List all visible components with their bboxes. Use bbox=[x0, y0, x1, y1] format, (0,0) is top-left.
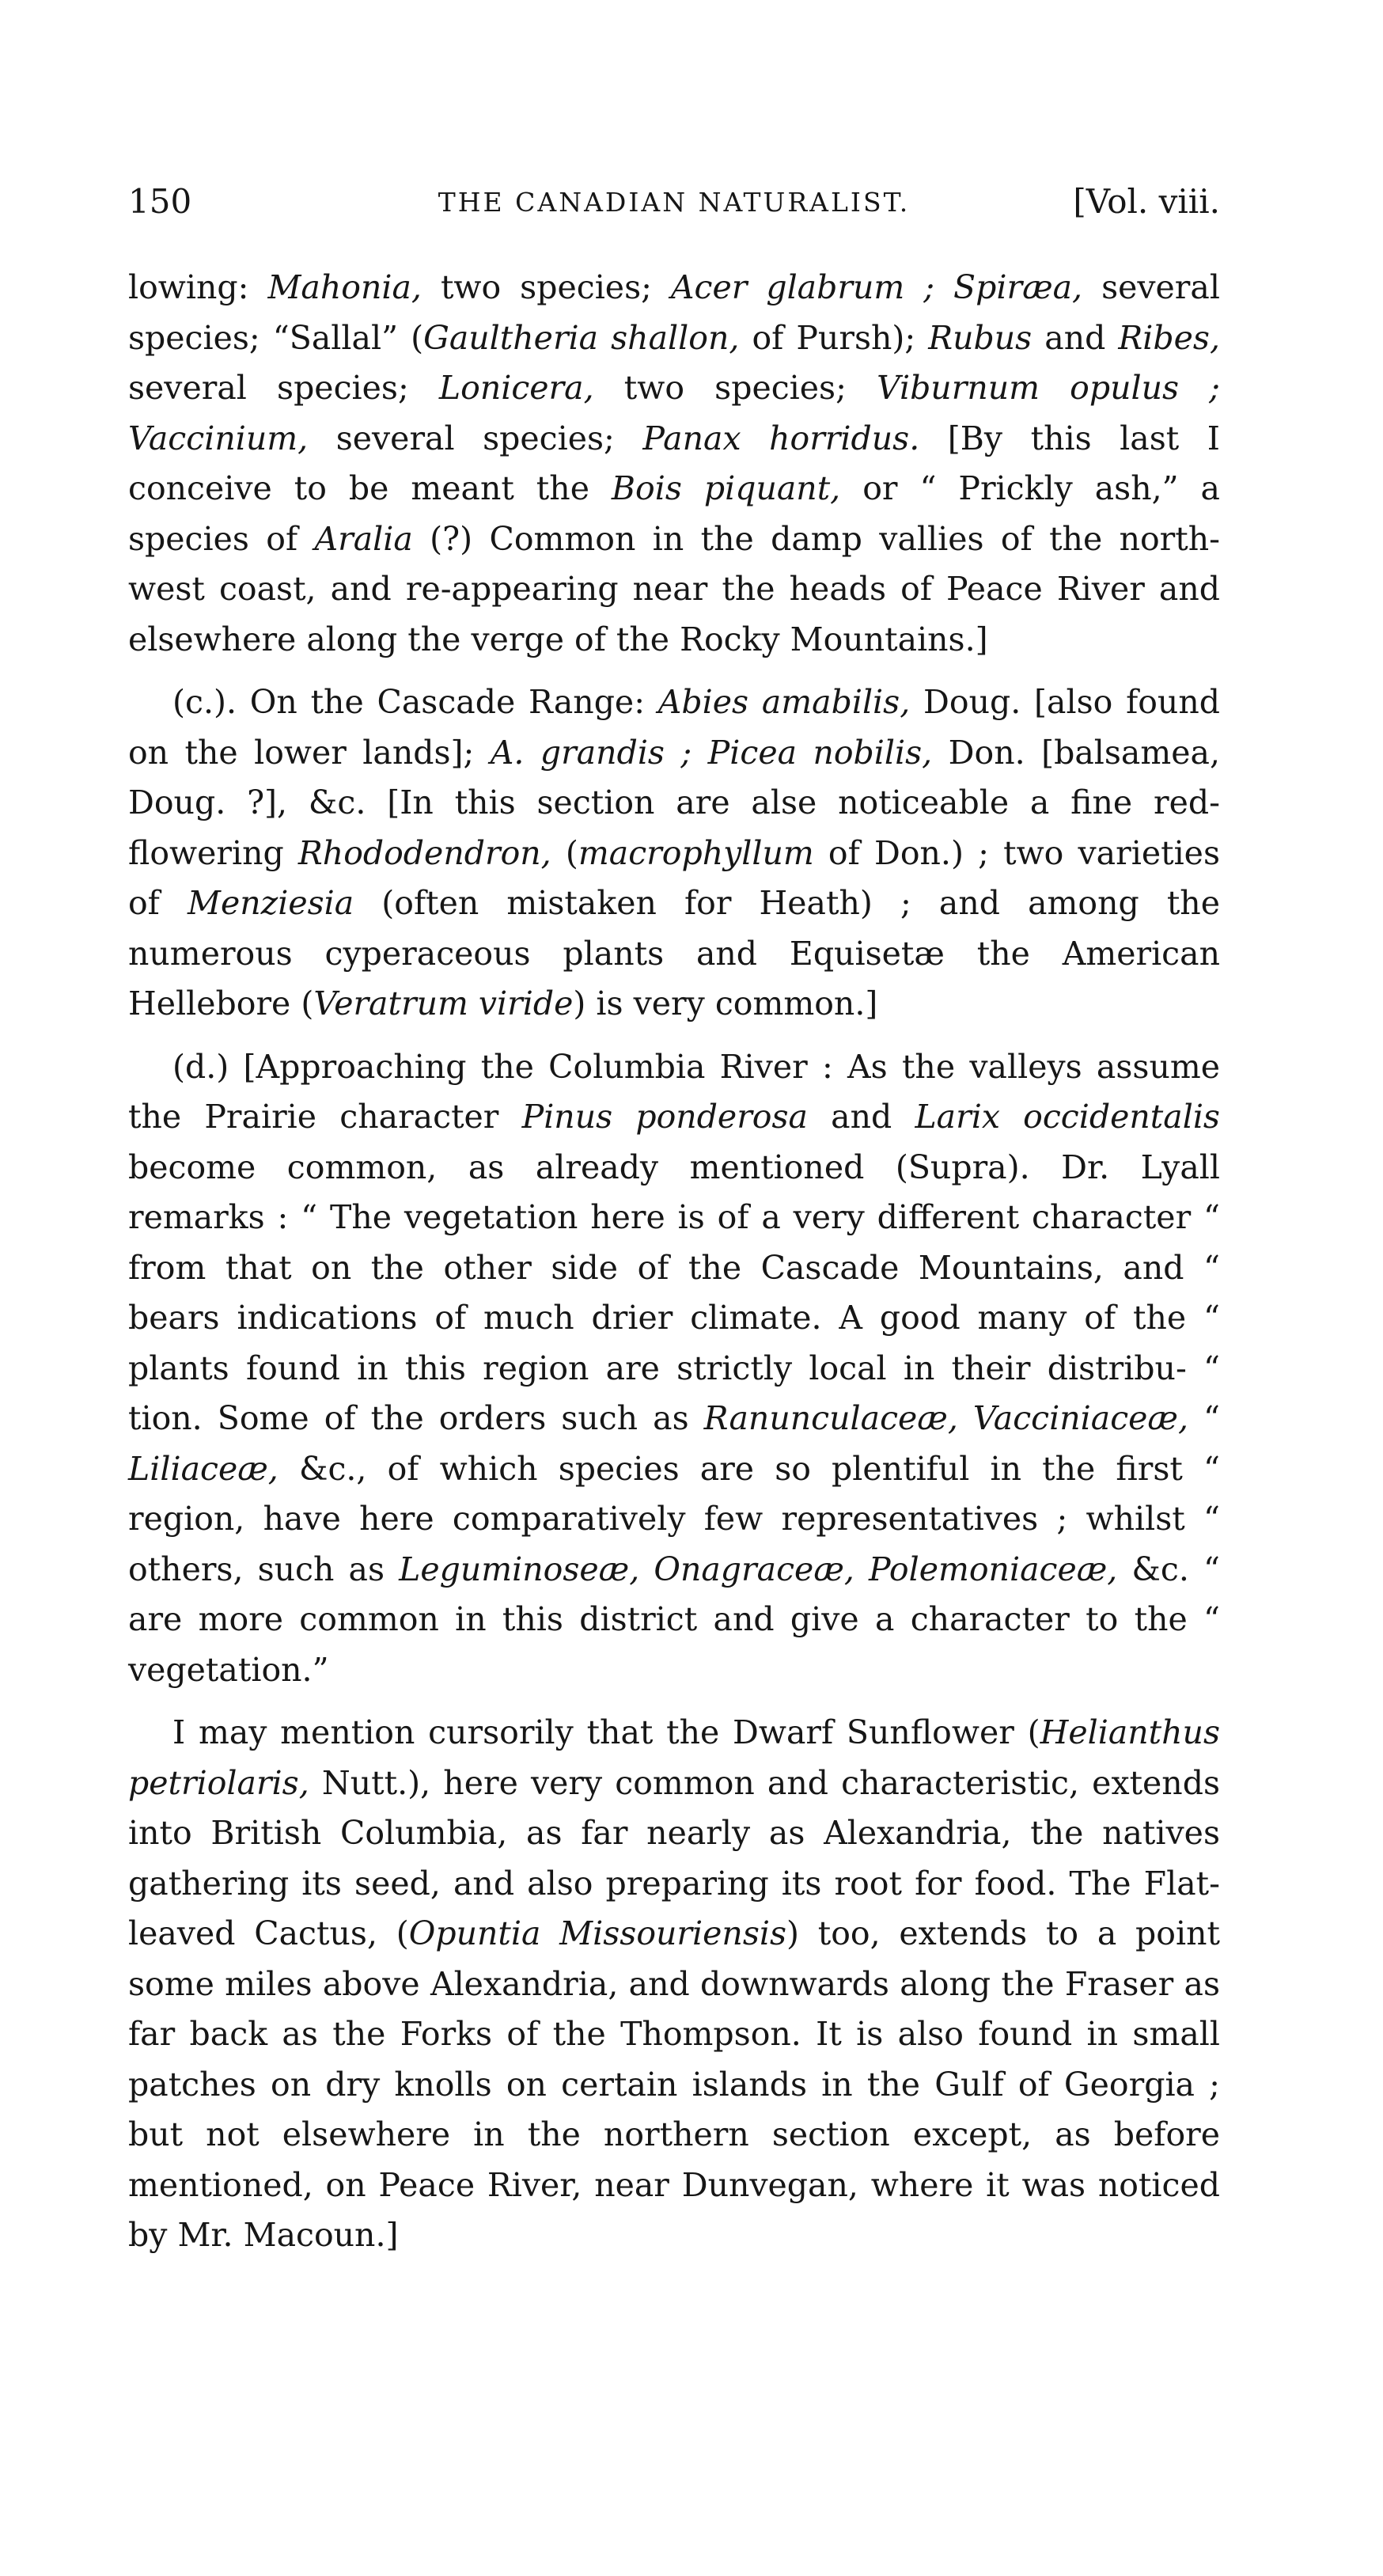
text-run: (d.) [Approaching the Columbia River : As the valleys assume the Prairie character bbox=[128, 1047, 1220, 1136]
running-title: THE CANADIAN NATURALIST. bbox=[438, 187, 911, 218]
text-run: ) is very common.] bbox=[573, 984, 878, 1022]
italic-run: Aralia bbox=[314, 519, 413, 558]
italic-run: Mahonia, bbox=[267, 268, 422, 306]
text-run: Nutt.), here very common and characteristic, extends into British Columbia, as far nearly as Alexandria, the natives gathering its seed, and also preparing its root for food. The Flat-leaved Cactus, ( bbox=[128, 1763, 1220, 1952]
text-run: (often mistaken for Heath) ; and among the numerous cyperaceous plants and Equisetæ the American Hellebore ( bbox=[128, 884, 1220, 1022]
text-run: or “ Prickly ash,” a species of bbox=[128, 469, 1221, 558]
text-run: ) too, extends to a point some miles above Alexandria, and downwards along the Fraser as far back as the Forks of the Thompson. It is also found in small patches on dry knolls on certain islands in the Gulf of Georgia ; but not elsewhere in the northern section except, as before mentioned, on Peace River, near Dunvegan, where it was noticed by Mr. Macoun.] bbox=[128, 1914, 1220, 2254]
italic-run: A. grandis ; Picea nobilis, bbox=[490, 733, 933, 772]
text-run: “ bbox=[1188, 1399, 1221, 1437]
paragraph-dwarf-sunflower bbox=[128, 1708, 1220, 2261]
italic-run: Viburnum opulus ; Vaccinium, bbox=[128, 369, 1220, 457]
italic-run: Abies amabilis, bbox=[657, 683, 911, 721]
text-run: ( bbox=[551, 833, 578, 872]
italic-run: Lonicera, bbox=[438, 369, 594, 407]
text-run: Doug. [also found on the lower lands]; bbox=[128, 683, 1220, 772]
text-run: two species; bbox=[421, 268, 671, 306]
italic-run: Panax horridus. bbox=[642, 419, 920, 457]
text-run: &c. “ are more common in this district and give a character to the “ vegetation.” bbox=[128, 1550, 1220, 1689]
text-run: several species; bbox=[308, 419, 643, 457]
italic-run: Ribes, bbox=[1118, 318, 1220, 357]
italic-run: Veratrum viride bbox=[313, 984, 574, 1022]
italic-run: Ranunculaceæ, Vacciniaceæ, bbox=[703, 1399, 1188, 1437]
italic-run: Rhododendron, bbox=[297, 833, 551, 872]
text-run: of Don.) ; two varieties of bbox=[128, 833, 1220, 922]
text-run: (?) Common in the damp vallies of the north-west coast, and re-appearing near the heads of Peace River and elsewhere along the verge of the Rocky Mountains.] bbox=[128, 519, 1221, 658]
page-number: 150 bbox=[128, 182, 192, 221]
text-run: become common, as already mentioned (Supra). Dr. Lyall remarks : “ The vegetation here is of a very different character “ from that on the other side of the Cascade Mountains, and “ bears indications of much drier climate. A good many of the “ plants found in this region are strictly local in their distribu- “ tion. Some of the orders such as bbox=[128, 1148, 1220, 1437]
italic-run: Liliaceæ, bbox=[128, 1449, 278, 1488]
italic-run: Gaultheria shallon, bbox=[423, 318, 740, 357]
text-run: and bbox=[807, 1098, 915, 1136]
text-run: lowing: bbox=[128, 268, 268, 306]
text-run: several species; bbox=[128, 369, 439, 407]
text-run: I may mention cursorily that the Dwarf Sunflower ( bbox=[172, 1713, 1040, 1751]
italic-run: Bois piquant, bbox=[611, 469, 841, 507]
paragraph-b-continued bbox=[128, 263, 1220, 665]
text-run: of Pursh); bbox=[739, 318, 929, 357]
text-run: two species; bbox=[593, 369, 877, 407]
text-run: Don. [balsamea, Doug. ?], &c. [In this section are alse noticeable a fine red-flowering bbox=[128, 733, 1220, 872]
page-header bbox=[128, 182, 1220, 230]
italic-run: Menziesia bbox=[187, 884, 354, 922]
book-page bbox=[128, 182, 1220, 2261]
italic-run: Leguminoseæ, Onagraceæ, Polemoniaceæ, bbox=[399, 1550, 1118, 1588]
text-run: and bbox=[1032, 318, 1119, 357]
text-run: (c.). On the Cascade Range: bbox=[172, 683, 658, 721]
paragraph-c-cascade-range bbox=[128, 677, 1220, 1030]
text-run: several species; “Sallal” ( bbox=[128, 268, 1220, 357]
paragraph-d-columbia-river bbox=[128, 1042, 1220, 1696]
text-run: [By this last I conceive to be meant the bbox=[128, 419, 1220, 507]
italic-run: macrophyllum bbox=[578, 833, 814, 872]
italic-run: Rubus bbox=[928, 318, 1033, 357]
italic-run: Larix occidentalis bbox=[915, 1098, 1220, 1136]
italic-run: Acer glabrum ; bbox=[670, 268, 935, 306]
page-body bbox=[128, 263, 1220, 2261]
italic-run: Opuntia Missouriensis bbox=[408, 1914, 787, 1952]
volume-label: [Vol. viii. bbox=[1073, 182, 1220, 221]
italic-run: Spiræa, bbox=[953, 268, 1083, 306]
text-run: &c., of which species are so plentiful in the first “ region, have here comparatively few representatives ; whilst “ others, such as bbox=[128, 1449, 1220, 1588]
italic-run: Pinus ponderosa bbox=[521, 1098, 808, 1136]
italic-run: Helianthus petriolaris, bbox=[128, 1713, 1220, 1802]
text-run bbox=[934, 268, 953, 306]
